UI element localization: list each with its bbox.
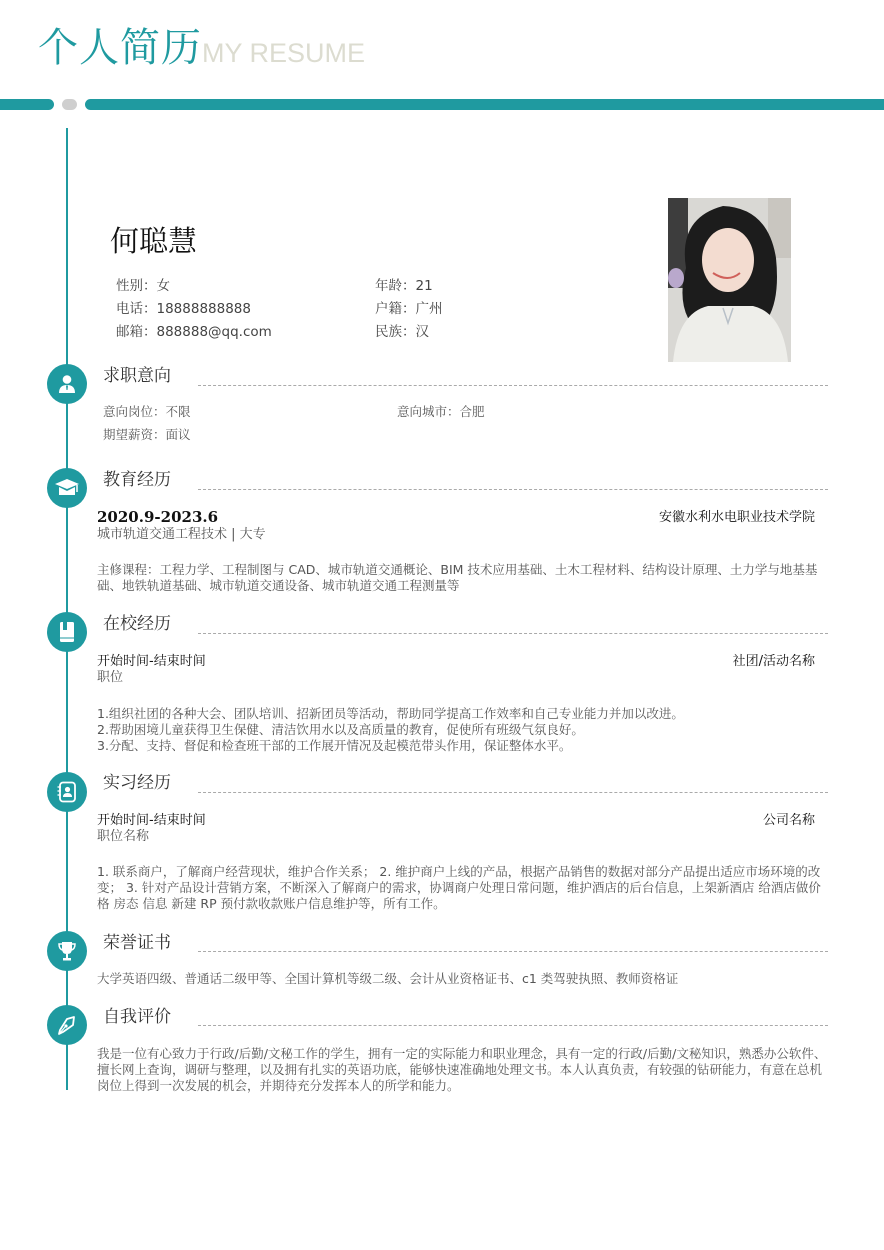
profile-photo (668, 198, 791, 362)
major-degree: 城市轨道交通工程技术 | 大专 (97, 527, 266, 542)
education-section-icon (47, 468, 87, 508)
book-icon (58, 621, 76, 643)
gender-field: 性别：女 (116, 278, 170, 294)
education-title: 教育经历 (103, 470, 171, 490)
job-intent-title: 求职意向 (103, 366, 171, 386)
honors-section-icon (47, 931, 87, 971)
portrait-image (668, 198, 791, 362)
campus-item: 1.组织社团的各种大会、团队培训、招新团员等活动，帮助同学提高工作效率和自己专业能力并加以改进。 (97, 706, 684, 721)
contact-card-icon (56, 781, 78, 803)
graduation-cap-icon (54, 477, 80, 499)
trophy-icon (56, 940, 78, 962)
internship-role: 职位名称 (97, 829, 150, 844)
internship-date: 开始时间-结束时间 (97, 813, 206, 828)
intended-city: 意向城市：合肥 (397, 404, 485, 419)
job-intent-section-icon (47, 364, 87, 404)
email-field: 邮箱：888888@qq.com (116, 324, 272, 340)
user-icon (56, 373, 78, 395)
campus-org: 社团/活动名称 (732, 654, 815, 669)
pen-nib-icon (56, 1014, 78, 1036)
education-date: 2020.9-2023.6 (97, 508, 219, 526)
section-divider (198, 792, 828, 793)
resume-subtitle: MY RESUME (202, 38, 366, 68)
intended-position: 意向岗位：不限 (103, 404, 191, 419)
candidate-name: 何聪慧 (110, 224, 198, 258)
campus-item: 3.分配、支持、督促和检查班干部的工作展开情况及起模范带头作用，保证整体水平。 (97, 738, 572, 753)
internship-title: 实习经历 (103, 773, 171, 793)
resume-title: 个人简历 (38, 25, 202, 71)
header-bar-left (0, 99, 54, 110)
internship-description: 1. 联系商户，了解商户经营现状，维护合作关系； 2. 维护商户上线的产品，根据产品销售的数据对部分产品提出适应市场环境的改变； 3. 针对产品设计营销方案，不断深入了解商户的需求，协调商户处理日常问题，维护酒店的后台信息，上架新酒店 给酒店做价格 房态 信息 新建 RP 预付款收款账户信息维护等，所有工作。 (97, 864, 821, 911)
honors-text: 大学英语四级、普通话二级甲等、全国计算机等级二级、会计从业资格证书、c1 类驾驶执照、教师资格证 (97, 971, 679, 986)
section-divider (198, 951, 828, 952)
self-eval-text: 我是一位有心致力于行政/后勤/文秘工作的学生，拥有一定的实际能力和职业理念，具有一定的行政/后勤/文秘知识，熟悉办公软件、擅长网上查询，调研与整理，以及拥有扎实的英语功底，能够快速准确地处理文书。本人认真负责，有较强的钻研能力，有意在总机岗位上得到一次发展的机会，并期待充分发挥本人的所学和能力。 (97, 1046, 827, 1093)
expected-salary: 期望薪资：面议 (103, 427, 191, 442)
campus-title: 在校经历 (103, 614, 171, 634)
section-divider (198, 633, 828, 634)
campus-section-icon (47, 612, 87, 652)
section-divider (198, 385, 828, 386)
honors-title: 荣誉证书 (103, 933, 171, 953)
campus-item: 2.帮助困境儿童获得卫生保健、清洁饮用水以及高质量的教育，促使所有班级气氛良好。 (97, 722, 584, 737)
hometown-field: 户籍：广州 (375, 301, 443, 317)
age-field: 年龄：21 (375, 278, 433, 294)
header-bar-dot (62, 99, 77, 110)
header-bar-right (85, 99, 884, 110)
campus-role: 职位 (97, 670, 124, 685)
company-name: 公司名称 (762, 813, 815, 828)
campus-date: 开始时间-结束时间 (97, 654, 206, 669)
section-divider (198, 489, 828, 490)
self-eval-title: 自我评价 (103, 1007, 171, 1027)
internship-section-icon (47, 772, 87, 812)
school-name: 安徽水利水电职业技术学院 (658, 510, 815, 525)
section-divider (198, 1025, 828, 1026)
self-eval-section-icon (47, 1005, 87, 1045)
ethnicity-field: 民族：汉 (375, 324, 429, 340)
courses-text: 主修课程：工程力学、工程制图与 CAD、城市轨道交通概论、BIM 技术应用基础、土木工程材料、结构设计原理、土力学与地基基础、地铁轨道基础、城市轨道交通设备、城市轨道交通工程测量等 (97, 562, 818, 593)
phone-field: 电话：18888888888 (116, 301, 251, 317)
